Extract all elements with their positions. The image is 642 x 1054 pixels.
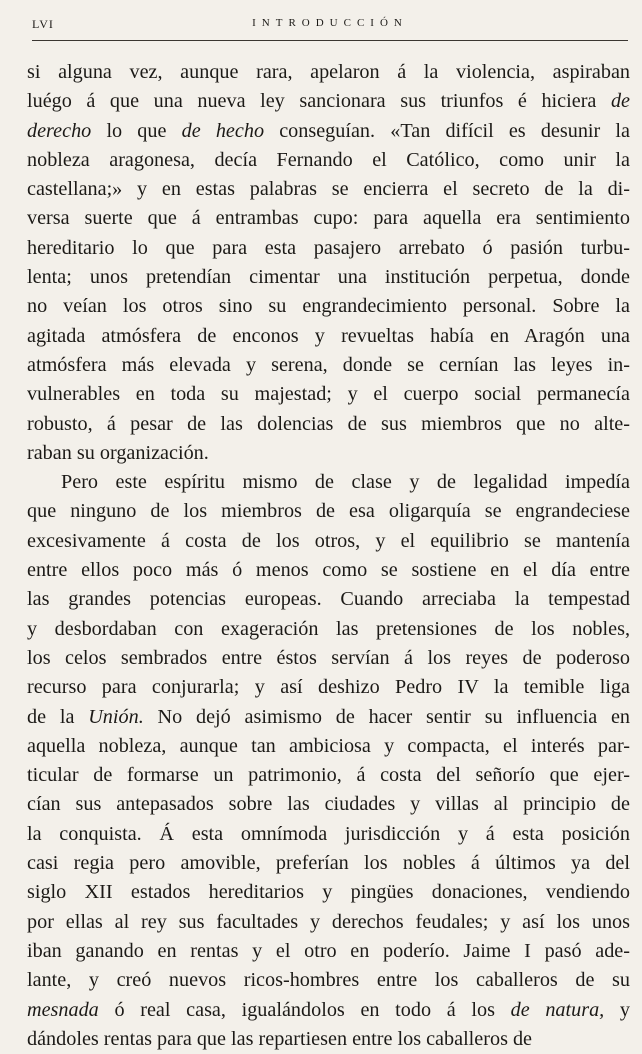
text-run: dándoles rentas para que las repartiesen entre los caballeros de <box>27 1027 533 1050</box>
text-line <box>27 58 630 87</box>
text-line <box>27 263 630 292</box>
text-run: los celos sembrados entre éstos servían á los reyes de poderoso <box>27 646 630 669</box>
text-line <box>27 410 630 439</box>
text-run: si alguna vez, aunque rara, apelaron á la violencia, aspiraban <box>27 61 630 83</box>
text-run: conseguían. «Tan difícil es desunir la <box>264 119 630 142</box>
text-line <box>27 878 630 907</box>
text-run: aquella nobleza, aunque tan ambiciosa y compacta, el interés par- <box>27 734 630 757</box>
text-line <box>27 849 630 878</box>
italic-text: mesnada <box>27 998 99 1021</box>
text-line <box>27 644 630 673</box>
text-line <box>27 468 630 497</box>
text-line <box>27 322 630 351</box>
text-line <box>27 615 630 644</box>
text-run: agitada atmósfera de enconos y revueltas había en Aragón una <box>27 324 630 347</box>
text-run: las grandes potencias europeas. Cuando arreciaba la tempestad <box>27 588 630 611</box>
text-line <box>27 1025 630 1054</box>
text-line <box>27 732 630 761</box>
text-line <box>27 996 630 1025</box>
text-line <box>27 761 630 790</box>
text-line <box>27 175 630 204</box>
italic-text: de <box>610 90 630 113</box>
text-run: Pero este espíritu mismo de clase y de legalidad impedía <box>61 471 630 494</box>
text-run: castellana;» y en estas palabras se encierra el secreto de la di- <box>27 178 630 201</box>
text-line <box>27 820 630 849</box>
text-run: recurso para conjurarla; y así deshizo Pedro IV la temible liga <box>27 676 630 699</box>
text-run: ticular de formarse un patrimonio, á costa del señorío que ejer- <box>27 764 630 787</box>
text-run: no veían los otros sino su engrandecimiento personal. Sobre la <box>27 295 630 318</box>
text-line <box>27 966 630 995</box>
text-run: entre ellos poco más ó menos como se sostiene en el día entre <box>27 559 630 582</box>
page-header <box>32 14 628 41</box>
text-line <box>27 673 630 702</box>
text-run: luégo á que una nueva ley sancionara sus triunfos é hiciera <box>27 90 611 113</box>
text-line <box>27 703 630 732</box>
text-line <box>27 527 630 556</box>
text-run: versa suerte que á entrambas cupo: para aquella era sentimiento <box>27 207 630 230</box>
text-line <box>27 380 630 409</box>
text-run: y desbordaban con exageración las pretensiones de los nobles, <box>27 617 630 640</box>
text-line <box>27 87 630 116</box>
text-run: iban ganando en rentas y el otro en poderío. Jaime I pasó ade- <box>27 939 630 962</box>
text-line <box>27 204 630 233</box>
text-run: No dejó asimismo de hacer sentir su influencia en <box>143 705 631 728</box>
text-run: casi regia pero amovible, preferían los nobles á últimos ya del <box>27 852 630 875</box>
text-run: hereditario lo que para esta pasajero arrebato ó pasión turbu- <box>27 236 630 259</box>
text-line <box>27 790 630 819</box>
text-run: raban su organización. <box>27 441 209 464</box>
text-line <box>27 292 630 321</box>
text-run: cían sus antepasados sobre las ciudades y villas al principio de <box>27 793 630 816</box>
text-run: lante, y creó nuevos ricos-hombres entre los caballeros de su <box>27 969 630 992</box>
text-line <box>27 908 630 937</box>
text-run: de la <box>27 705 89 728</box>
text-line <box>27 234 630 263</box>
text-run: atmósfera más elevada y serena, donde se cernían las leyes in- <box>27 353 630 376</box>
text-run: ó real casa, igualándolos en todo á los <box>98 998 511 1021</box>
text-line <box>27 585 630 614</box>
text-run: robusto, á pesar de las dolencias de sus miembros que no alte- <box>27 412 630 435</box>
text-run: y <box>604 998 631 1021</box>
italic-text: derecho <box>27 119 92 142</box>
page-number: LVI <box>32 17 54 31</box>
text-run: siglo XII estados hereditarios y pingües donaciones, vendiendo <box>27 881 630 904</box>
text-run: que ninguno de los miembros de esa oligarquía se engrandeciese <box>27 500 630 523</box>
body-text <box>27 58 630 1054</box>
text-line <box>27 117 630 146</box>
text-line <box>27 497 630 526</box>
text-run: nobleza aragonesa, decía Fernando el Católico, como unir la <box>27 148 630 171</box>
text-run: vulnerables en toda su majestad; y el cuerpo social permanecía <box>27 383 630 406</box>
text-run: la conquista. Á esta omnímoda jurisdicción y á esta posición <box>27 822 630 845</box>
text-line <box>27 937 630 966</box>
text-line <box>27 556 630 585</box>
running-title: INTRODUCCIÓN <box>252 17 408 29</box>
italic-text: Unión. <box>88 705 144 728</box>
text-run: por ellas al rey sus facultades y derechos feudales; y así los unos <box>27 910 630 933</box>
paragraph <box>27 468 630 1054</box>
text-line <box>27 439 630 468</box>
paragraph <box>27 58 630 468</box>
italic-text: de hecho <box>181 119 265 142</box>
text-line <box>27 351 630 380</box>
text-run: lenta; unos pretendían cimentar una institución perpetua, donde <box>27 266 630 289</box>
text-line <box>27 146 630 175</box>
italic-text: de natura, <box>510 998 605 1021</box>
text-run: lo que <box>91 119 182 142</box>
text-run: excesivamente á costa de los otros, y el equilibrio se mantenía <box>27 529 630 552</box>
